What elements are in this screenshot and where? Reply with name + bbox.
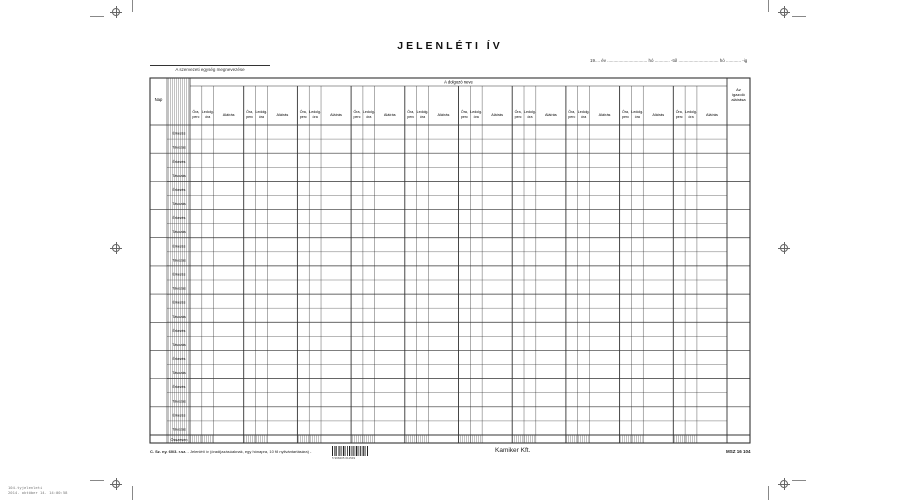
worker-name-header: A dolgozó neve xyxy=(444,79,473,85)
row-label: Érkezés xyxy=(172,216,186,221)
sub-column-header: Aláírás xyxy=(706,113,718,117)
row-label: Érkezés xyxy=(172,300,186,305)
row-label: Érkezés xyxy=(172,187,186,192)
sub-column-header: Ledolg. xyxy=(362,110,375,114)
row-label: Távozás xyxy=(172,399,186,404)
sub-column-header: óra xyxy=(527,115,533,119)
sub-column-header: perc xyxy=(407,115,415,119)
row-label: Távozás xyxy=(172,258,186,263)
print-file-name: 104.tyjelenleti xyxy=(8,485,43,490)
sub-column-header: Óra, xyxy=(246,110,254,114)
day-column-header: Nap xyxy=(154,97,163,102)
sub-column-header: óra xyxy=(312,115,318,119)
sub-column-header: Aláírás xyxy=(544,113,557,117)
sub-column-header: perc xyxy=(192,115,200,119)
footer-form-info xyxy=(150,449,311,454)
sub-column-header: perc xyxy=(514,115,522,119)
row-label: Érkezés xyxy=(172,131,186,136)
org-unit-label: A szervezeti egység megnevezése xyxy=(150,65,270,72)
sub-column-header: Óra, xyxy=(675,110,683,114)
sub-column-header: óra xyxy=(205,115,211,119)
publisher-name: Kamiker Kft. xyxy=(495,447,531,454)
sub-column-header: Ledolg. xyxy=(309,110,322,114)
sub-column-header: perc xyxy=(568,115,576,119)
sub-column-header: perc xyxy=(460,115,468,119)
sub-column-header: perc xyxy=(622,115,630,119)
sub-column-header: Óra, xyxy=(514,110,522,114)
row-label: Érkezés xyxy=(172,244,186,249)
sub-column-header: perc xyxy=(246,115,254,119)
sub-column-header: Aláírás xyxy=(652,113,665,117)
date-range-line: 19.... év ................................ hó ............ -tól ................................ hó ............ -ig xyxy=(590,58,748,63)
row-label: Érkezés xyxy=(172,272,186,277)
sub-column-header: Ledolg. xyxy=(685,110,697,114)
sub-column-header: Óra, xyxy=(622,110,630,114)
row-label: Távozás xyxy=(172,173,186,178)
row-label: Távozás xyxy=(172,371,186,376)
sub-column-header: Ledolg. xyxy=(255,110,268,114)
page-title: JELENLÉTI ÍV xyxy=(397,40,503,52)
row-label: Érkezés xyxy=(172,357,186,362)
sub-column-header: Ledolg. xyxy=(524,110,536,114)
row-label: Távozás xyxy=(172,230,186,235)
sub-column-header: Óra, xyxy=(568,110,576,114)
sub-column-header: Aláírás xyxy=(276,113,289,117)
sub-column-header: perc xyxy=(353,115,361,119)
table-border xyxy=(150,78,750,443)
row-label: Érkezés xyxy=(172,385,186,390)
barcode-number: 5 998405 011549 xyxy=(332,456,356,460)
sub-column-header: Óra, xyxy=(353,110,361,114)
sub-column-header: óra xyxy=(473,115,479,119)
barcode-image xyxy=(332,446,368,456)
row-label: Távozás xyxy=(172,145,186,150)
sub-column-header: Óra, xyxy=(192,110,200,114)
row-label: Távozás xyxy=(172,314,186,319)
row-label: Távozás xyxy=(172,342,186,347)
sub-column-header: óra xyxy=(419,115,426,119)
sub-column-header: Óra, xyxy=(460,110,468,114)
sub-column-header: Óra, xyxy=(299,110,307,114)
sub-column-header: perc xyxy=(299,115,307,119)
row-label: Érkezés xyxy=(172,328,186,333)
sub-column-header: perc xyxy=(675,115,683,119)
signature-header-line: igazoló xyxy=(732,92,745,97)
row-label: Érkezés xyxy=(172,159,186,164)
sub-column-header: Aláírás xyxy=(222,113,235,117)
product-code: MSZ 16 104 xyxy=(726,449,751,454)
print-info xyxy=(8,485,67,495)
sub-column-header: Ledolg. xyxy=(577,110,590,114)
row-label: Távozás xyxy=(172,202,186,207)
sub-column-header: Ledolg. xyxy=(470,110,483,114)
form-description: - Jelenléti ív (óradíjazásúaknak, egy hónapra, 10 fő nyilvántartására) - xyxy=(187,449,312,454)
sub-column-header: Aláírás xyxy=(383,113,396,117)
sub-column-header: óra xyxy=(258,115,265,119)
sub-column-header: óra xyxy=(581,115,587,119)
sub-column-header: Ledolg. xyxy=(631,110,644,114)
signature-header-line: aláírása xyxy=(731,97,746,102)
sub-column-header: óra xyxy=(688,115,694,119)
signature-header-line: Az xyxy=(736,87,741,92)
sub-column-header: Aláírás xyxy=(598,113,611,117)
sub-column-header: Ledolg. xyxy=(201,110,214,114)
form-code: C. Sz. ny. 60/3. r.sz. xyxy=(150,449,187,454)
print-timestamp: 2014. október 14. 14:00:58 xyxy=(8,490,68,495)
total-label: Összesen xyxy=(170,438,188,442)
sub-column-header: Aláírás xyxy=(330,113,342,117)
row-label: Érkezés xyxy=(172,413,186,418)
sub-column-header: óra xyxy=(366,115,372,119)
sub-column-header: Ledolg. xyxy=(416,110,429,114)
sub-column-header: Aláírás xyxy=(491,113,504,117)
sub-column-header: óra xyxy=(634,115,640,119)
sub-column-header: Óra, xyxy=(407,110,415,114)
row-label: Távozás xyxy=(172,427,186,432)
row-label: Távozás xyxy=(172,286,186,291)
sub-column-header: Aláírás xyxy=(437,113,450,117)
